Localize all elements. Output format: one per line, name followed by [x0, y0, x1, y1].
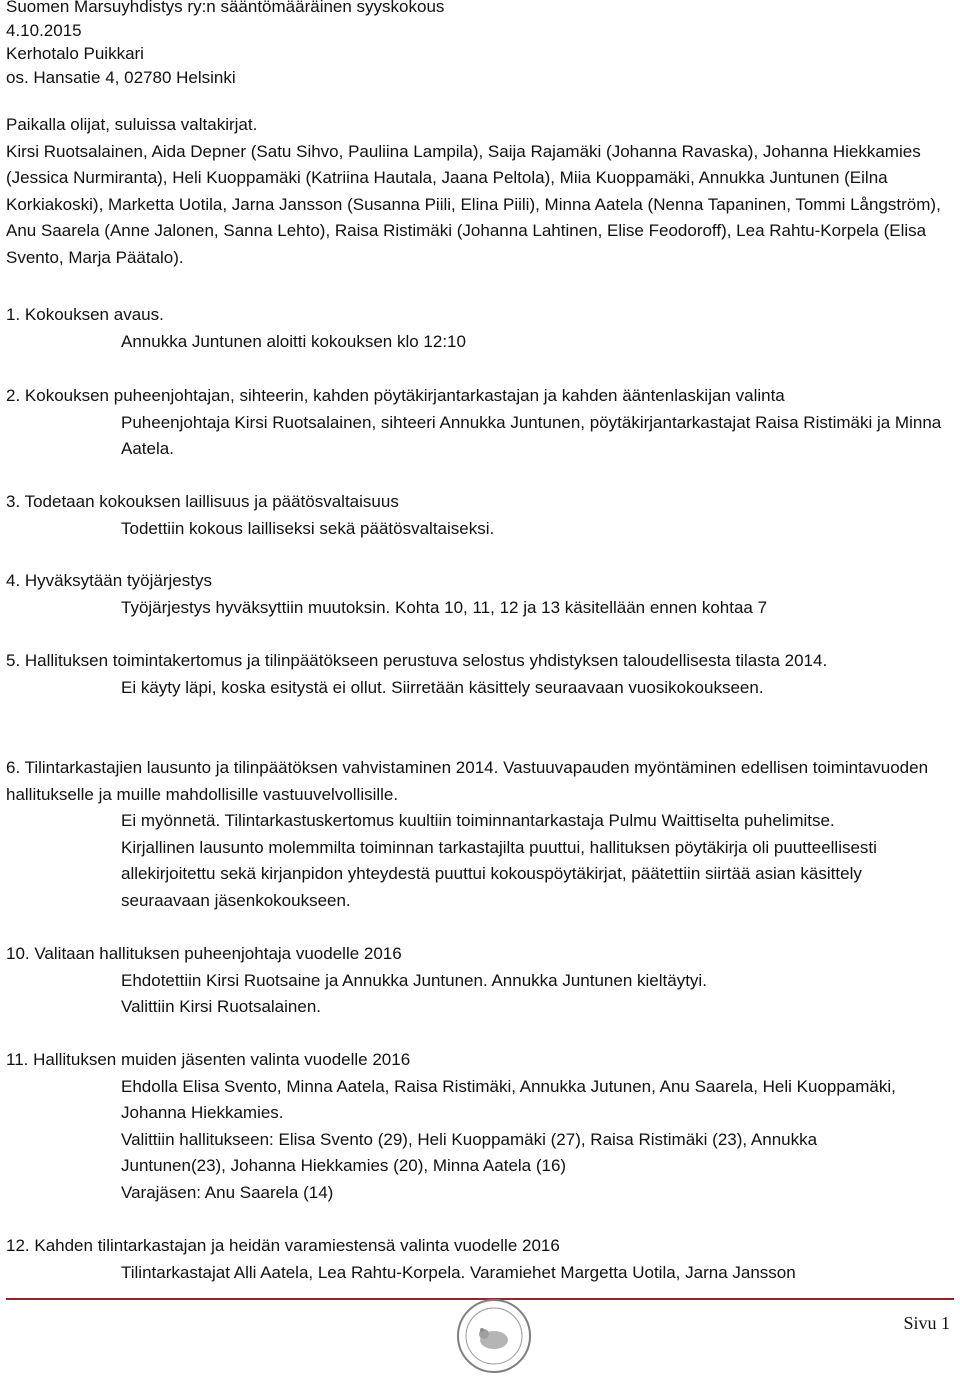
section-heading: 2. Kokouksen puheenjohtajan, sihteerin, kahden pöytäkirjantarkastajan ja kahden ääntenlaskijan valinta: [6, 386, 785, 405]
section-6: [6, 755, 951, 914]
meeting-venue: Kerhotalo Puikkari: [6, 44, 144, 63]
section-1: [6, 302, 951, 355]
section-text: Ei käyty läpi, koska esitystä ei ollut. Siirretään käsittely seuraavaan vuosikokoukseen.: [121, 677, 764, 697]
section-text: Ei myönnetä. Tilintarkastuskertomus kuultiin toiminnantarkastaja Pulmu Waittiselta puhelimitse. Kirjallinen lausunto molemmilta toiminnan tarkastajilta puuttui, hallituksen pöytäkirja oli puutteellisesti allekirjoitettu sekä kirjanpidon yhteydestä puuttui kokouspöytäkirjat, päätettiin siirtää asian käsittely seuraavaan jäsenkokoukseen.: [121, 811, 877, 910]
org-meeting-title: Suomen Marsuyhdistys ry:n sääntömääräinen syyskokous: [6, 0, 445, 16]
section-heading: 12. Kahden tilintarkastajan ja heidän varamiestensä valinta vuodelle 2016: [6, 1236, 560, 1255]
attendance-block: [6, 112, 951, 271]
meeting-date: 4.10.2015: [6, 20, 82, 40]
section-text: Varajäsen: Anu Saarela (14): [121, 1182, 334, 1202]
page-number: Sivu 1: [903, 1313, 950, 1333]
section-heading: 1. Kokouksen avaus.: [6, 305, 164, 324]
section-11: [6, 1047, 951, 1206]
section-10: [6, 941, 951, 1021]
section-5: [6, 648, 951, 701]
document-header: [6, 0, 444, 89]
section-text: Todettiin kokous lailliseksi sekä päätösvaltaiseksi.: [121, 518, 495, 538]
association-stamp-icon: [454, 1296, 534, 1376]
section-heading: 10. Valitaan hallituksen puheenjohtaja vuodelle 2016: [6, 944, 402, 963]
section-text: Annukka Juntunen aloitti kokouksen klo 12:10: [121, 331, 466, 351]
section-4: [6, 568, 951, 621]
section-text: Valittiin hallitukseen: Elisa Svento (29), Heli Kuoppamäki (27), Raisa Ristimäki (23), Annukka Juntunen(23), Johanna Hiekkamies (20), Minna Aatela (16): [121, 1129, 818, 1175]
section-text: Puheenjohtaja Kirsi Ruotsalainen, sihteeri Annukka Juntunen, pöytäkirjantarkastajat Raisa Ristimäki ja Minna Aatela.: [121, 412, 942, 458]
section-heading: 3. Todetaan kokouksen laillisuus ja päätösvaltaisuus: [6, 492, 399, 511]
section-text: Työjärjestys hyväksyttiin muutoksin. Kohta 10, 11, 12 ja 13 käsitellään ennen kohtaa 7: [121, 597, 768, 617]
section-2: [6, 383, 951, 463]
section-12: [6, 1233, 951, 1286]
section-heading: 6. Tilintarkastajien lausunto ja tilinpäätöksen vahvistaminen 2014. Vastuuvapauden myöntäminen edellisen toimintavuoden hallitukselle ja muille mahdollisille vastuuvelvollisille.: [6, 758, 929, 804]
section-text: Valittiin Kirsi Ruotsalainen.: [121, 997, 321, 1016]
attendance-intro: Paikalla olijat, suluissa valtakirjat.: [6, 115, 258, 134]
section-text: Ehdolla Elisa Svento, Minna Aatela, Raisa Ristimäki, Annukka Jutunen, Anu Saarela, Heli Kuoppamäki, Johanna Hiekkamies.: [121, 1076, 896, 1122]
section-3: [6, 489, 951, 542]
attendance-list: Kirsi Ruotsalainen, Aida Depner (Satu Sihvo, Pauliina Lampila), Saija Rajamäki (Johanna Ravaska), Johanna Hiekkamies (Jessica Nurmiranta), Heli Kuoppamäki (Katriina Hautala, Jaana Peltola), Miia Kuoppamäki, Annukka Juntunen (Eilna Korkiakoski), Marketta Uotila, Jarna Jansson (Susanna Piili, Elina Piili), Minna Aatela (Nenna Tapaninen, Tommi Långström), Anu Saarela (Anne Jalonen, Sanna Lehto), Raisa Ristimäki (Johanna Lahtinen, Elise Feodoroff), Lea Rahtu-Korpela (Elisa Svento, Marja Päätalo).: [6, 141, 941, 267]
section-heading: 5. Hallituksen toimintakertomus ja tilinpäätökseen perustuva selostus yhdistyksen taloudellisesta tilasta 2014.: [6, 651, 828, 670]
meeting-address: os. Hansatie 4, 02780 Helsinki: [6, 67, 236, 87]
section-text: Tilintarkastajat Alli Aatela, Lea Rahtu-Korpela. Varamiehet Margetta Uotila, Jarna Jansson: [121, 1262, 796, 1282]
section-heading: 4. Hyväksytään työjärjestys: [6, 571, 212, 590]
section-text: Ehdotettiin Kirsi Ruotsaine ja Annukka Juntunen. Annukka Juntunen kieltäytyi.: [121, 970, 707, 990]
section-heading: 11. Hallituksen muiden jäsenten valinta vuodelle 2016: [6, 1050, 411, 1069]
